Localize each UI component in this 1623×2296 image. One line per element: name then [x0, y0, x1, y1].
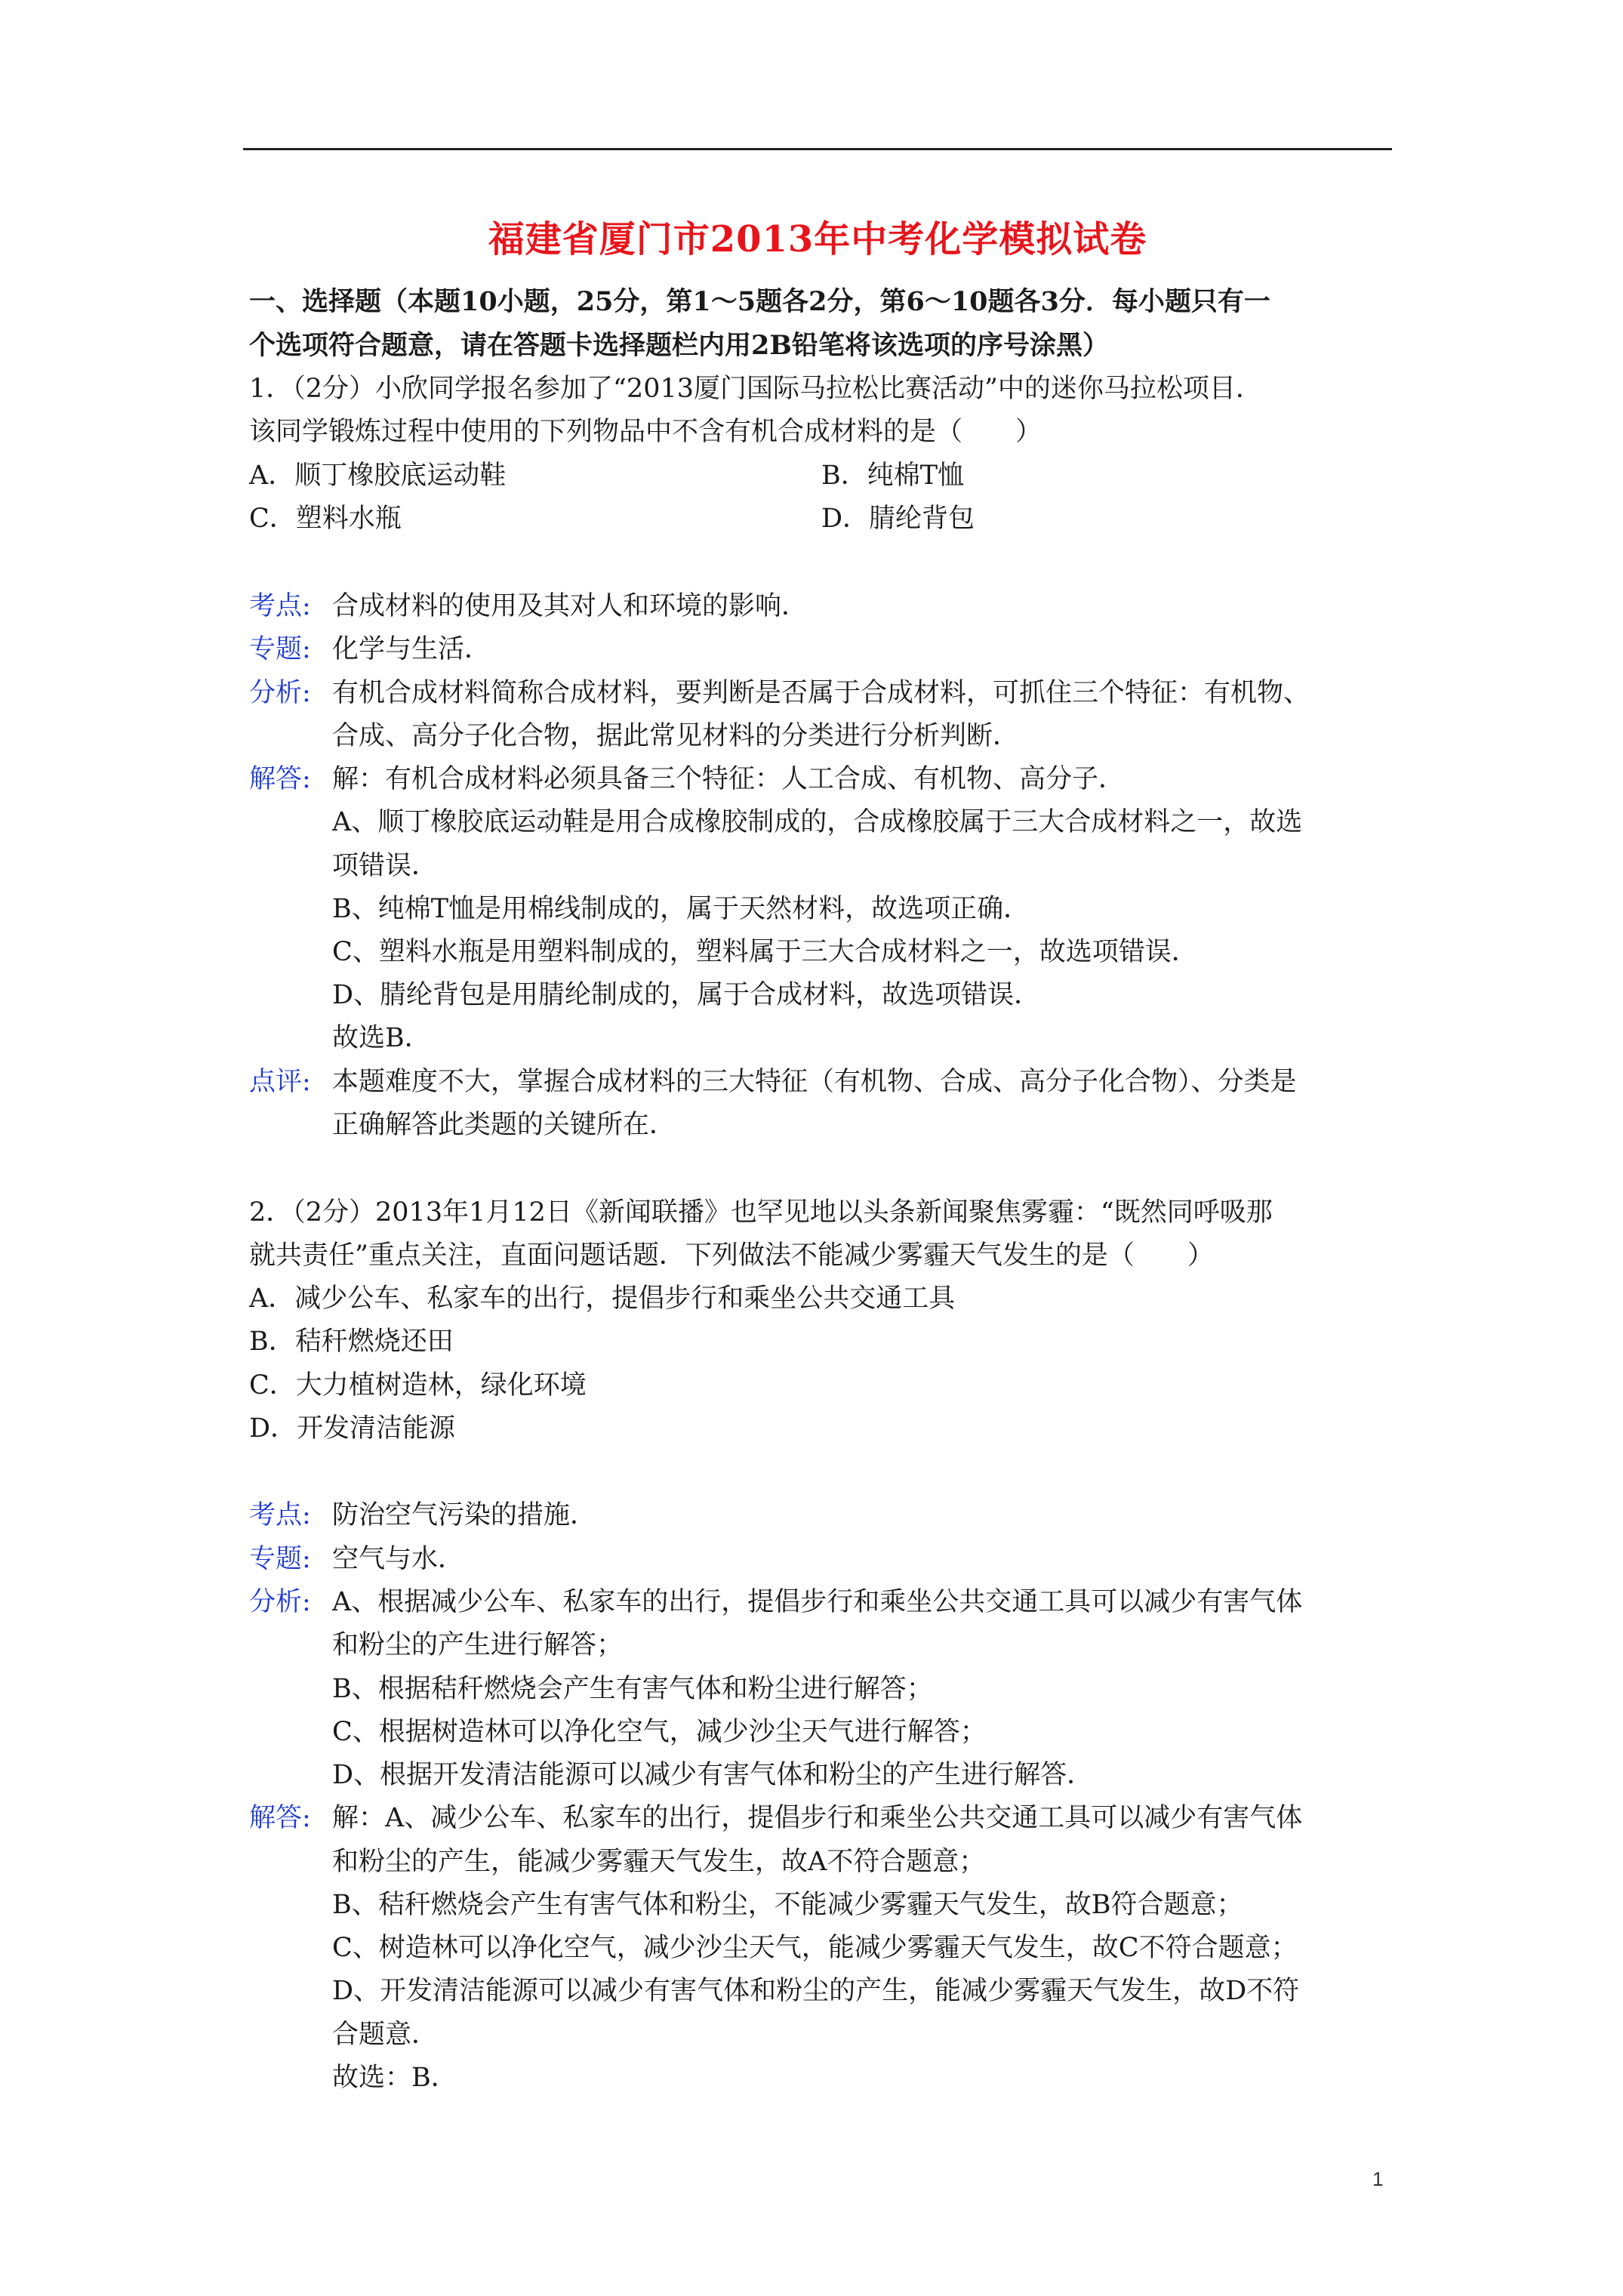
q1-option-c: C．塑料水瓶 — [249, 504, 402, 534]
q1-zhuanti-text: 化学与生活． — [332, 634, 491, 664]
q2-fenxi-line: B、根据秸秆燃烧会产生有害气体和粉尘进行解答； — [332, 1674, 933, 1704]
header-rule — [243, 148, 1392, 150]
q2-option-b: B．秸秆燃烧还田 — [249, 1327, 454, 1357]
q2-zhuanti-label: 专题: — [249, 1544, 311, 1574]
q2-jieda-line: 合题意． — [332, 2020, 439, 2050]
q1-option-a: A．顺丁橡胶底运动鞋 — [249, 461, 507, 491]
q2-fenxi-line: D、根据开发清洁能源可以减少有害气体和粉尘的产生进行解答． — [332, 1760, 1094, 1790]
section-heading-line2: 个选项符合题意，请在答题卡选择题栏内用2B铅笔将该选项的序号涂黑） — [249, 330, 1109, 361]
q2-option-a: A．减少公车、私家车的出行，提倡步行和乘坐公共交通工具 — [249, 1284, 956, 1314]
q1-jieda-line: A、顺丁橡胶底运动鞋是用合成橡胶制成的，合成橡胶属于三大合成材料之一，故选 — [332, 807, 1303, 837]
q2-fenxi-label: 分析: — [249, 1587, 311, 1617]
q1-stem-line2: 该同学锻炼过程中使用的下列物品中不含有机合成材料的是（ ） — [249, 417, 1042, 447]
page-number: 1 — [1372, 2168, 1384, 2190]
q2-zhuanti-text: 空气与水． — [332, 1544, 465, 1574]
q1-jieda-line: D、腈纶背包是用腈纶制成的，属于合成材料，故选项错误． — [332, 980, 1041, 1010]
q1-stem-line1: 1．（2分）小欣同学报名参加了“2013厦门国际马拉松比赛活动”中的迷你马拉松项目． — [249, 374, 1262, 404]
q1-kaodian-label: 考点: — [249, 591, 311, 621]
q1-jieda-line: 解：有机合成材料必须具备三个特征：人工合成、有机物、高分子． — [332, 764, 1126, 794]
q2-kaodian-text: 防治空气污染的措施． — [332, 1500, 597, 1530]
q1-kaodian-text: 合成材料的使用及其对人和环境的影响． — [332, 591, 808, 621]
q2-fenxi-line: 和粉尘的产生进行解答； — [332, 1630, 624, 1660]
q2-jieda-line: 和粉尘的产生，能减少雾霾天气发生，故A不符合题意； — [332, 1847, 986, 1877]
q1-jieda-line: 项错误． — [332, 851, 439, 881]
page-title: 福建省厦门市2013年中考化学模拟试卷 — [488, 218, 1147, 260]
q2-jieda-line: 故选：B． — [332, 2063, 457, 2093]
q1-option-b: B．纯棉T恤 — [821, 461, 965, 491]
q1-jieda-label: 解答: — [249, 764, 311, 794]
q1-jieda-line: B、纯棉T恤是用棉线制成的，属于天然材料，故选项正确． — [332, 894, 1030, 924]
q1-fenxi-line: 有机合成材料简称合成材料，要判断是否属于合成材料，可抓住三个特征：有机物、 — [332, 678, 1310, 708]
q2-stem-line2: 就共责任”重点关注，直面问题话题．下列做法不能减少雾霾天气发生的是（ ） — [249, 1240, 1214, 1271]
q2-jieda-line: 解：A、减少公车、私家车的出行，提倡步行和乘坐公共交通工具可以减少有害气体 — [332, 1803, 1303, 1833]
q2-jieda-label: 解答: — [249, 1803, 311, 1833]
q2-jieda-line: B、秸秆燃烧会产生有害气体和粉尘，不能减少雾霾天气发生，故B符合题意； — [332, 1890, 1243, 1920]
q1-option-d: D．腈纶背包 — [821, 504, 975, 534]
q1-fenxi-label: 分析: — [249, 678, 311, 708]
q1-dianping-line: 正确解答此类题的关键所在． — [332, 1110, 676, 1140]
q2-fenxi-line: A、根据减少公车、私家车的出行，提倡步行和乘坐公共交通工具可以减少有害气体 — [332, 1587, 1303, 1617]
q1-jieda-line: 故选B． — [332, 1023, 431, 1053]
q1-zhuanti-label: 专题: — [249, 634, 311, 664]
section-heading-line1: 一、选择题（本题10小题，25分，第1～5题各2分，第6～10题各3分．每小题只有一 — [249, 286, 1270, 317]
q2-stem-line1: 2．（2分）2013年1月12日《新闻联播》也罕见地以头条新闻聚焦雾霾：“既然同呼吸那 — [249, 1197, 1273, 1228]
q2-jieda-line: D、开发清洁能源可以减少有害气体和粉尘的产生，能减少雾霾天气发生，故D不符 — [332, 1976, 1300, 2006]
q2-option-d: D．开发清洁能源 — [249, 1413, 456, 1444]
q2-option-c: C．大力植树造林，绿化环境 — [249, 1370, 587, 1401]
q1-dianping-line: 本题难度不大，掌握合成材料的三大特征（有机物、合成、高分子化合物）、分类是 — [332, 1067, 1297, 1097]
q2-jieda-line: C、树造林可以净化空气，减少沙尘天气，能减少雾霾天气发生，故C不符合题意； — [332, 1933, 1298, 1963]
q1-fenxi-line: 合成、高分子化合物，据此常见材料的分类进行分析判断． — [332, 721, 1020, 751]
q1-dianping-label: 点评: — [249, 1067, 311, 1097]
q1-jieda-line: C、塑料水瓶是用塑料制成的，塑料属于三大合成材料之一，故选项错误． — [332, 937, 1198, 967]
q2-fenxi-line: C、根据树造林可以净化空气，减少沙尘天气进行解答； — [332, 1717, 987, 1747]
q2-kaodian-label: 考点: — [249, 1500, 311, 1530]
